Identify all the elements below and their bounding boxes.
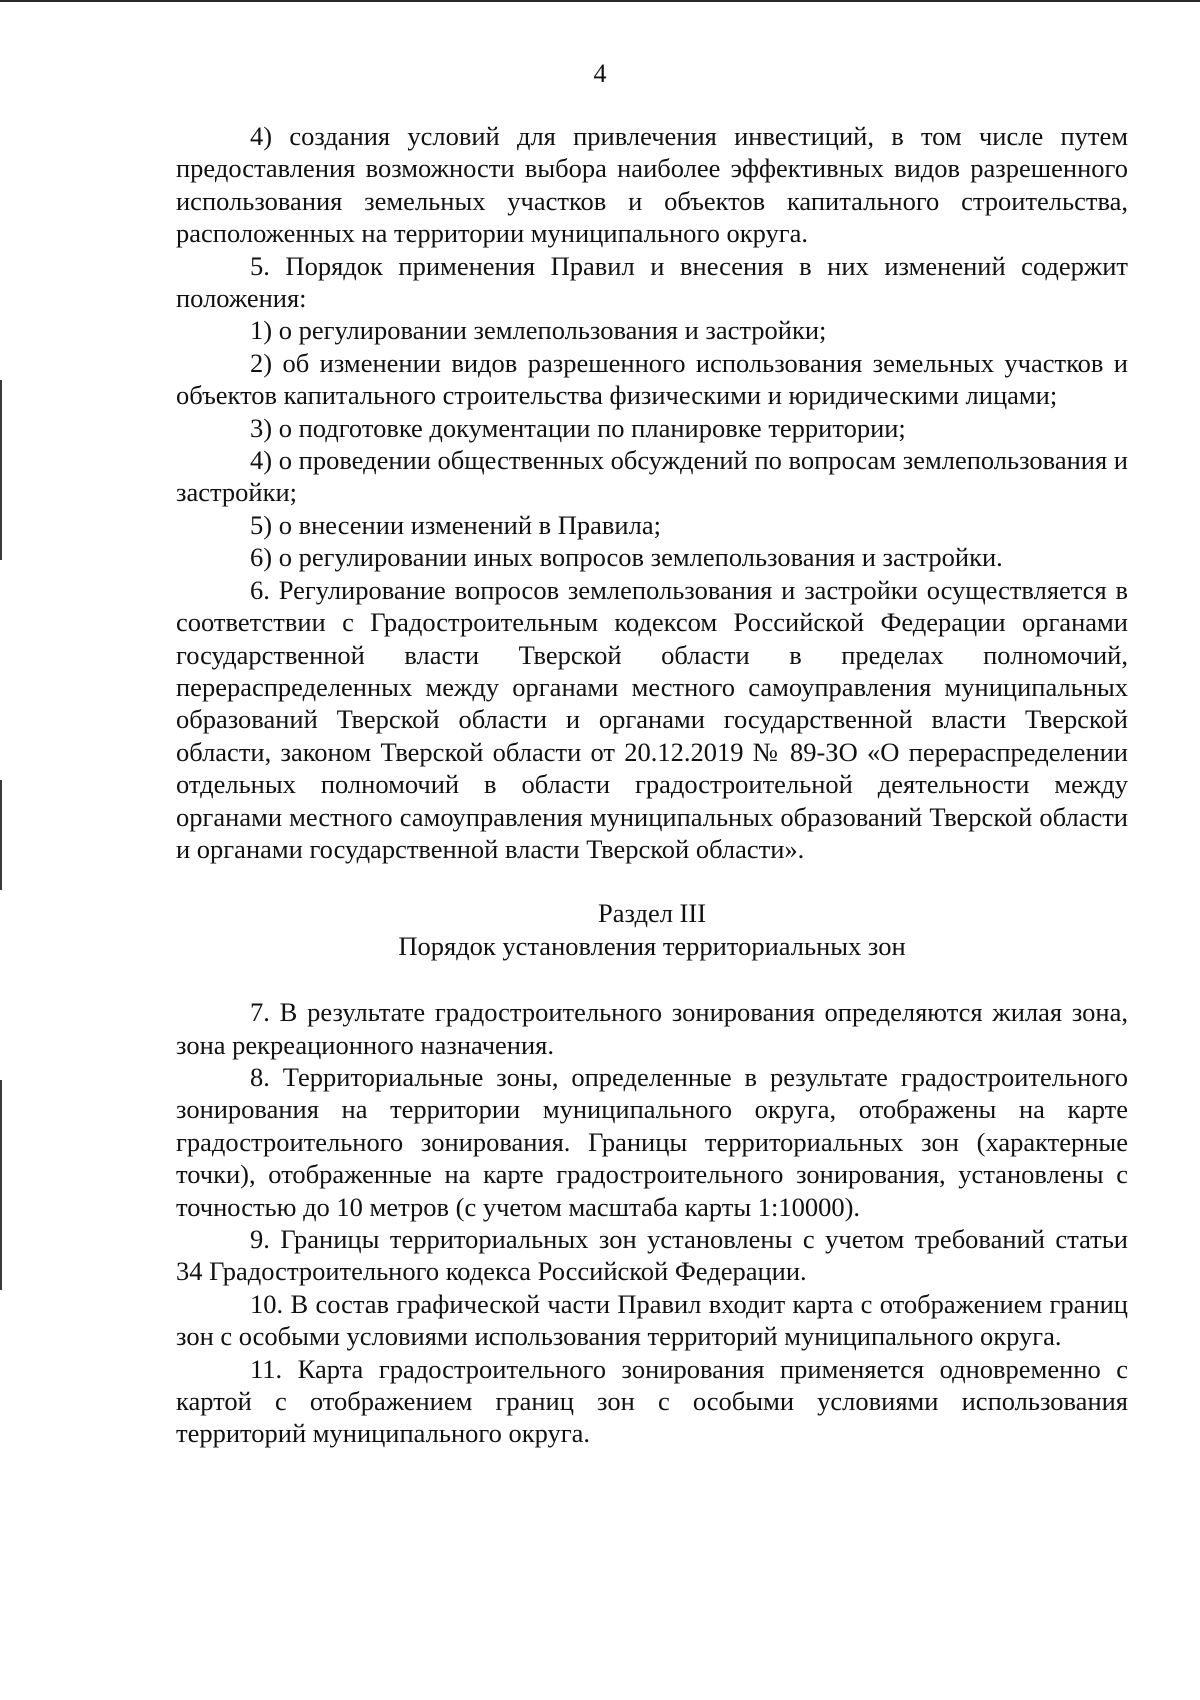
paragraph: 4) создания условий для привлечения инвестиций, в том числе путем предоставления возможности выбора наиболее эффективных видов разрешенного использования земельных участков и объектов капитального строительства, расположенных на территории муниципального округа. xyxy=(176,121,1128,249)
list-item: 3) о подготовке документации по планировке территории; xyxy=(250,412,906,443)
list-item: 6) о регулировании иных вопросов землепользования и застройки. xyxy=(250,542,1003,573)
paragraph: 7. В результате градостроительного зонирования определяются жилая зона, зона рекреационного назначения. xyxy=(176,997,1128,1060)
list-item: 1) о регулировании землепользования и застройки; xyxy=(250,315,827,346)
list-item: 4) о проведении общественных обсуждений по вопросам землепользования и застройки; xyxy=(176,445,1128,508)
paragraph: 10. В состав графической части Правил входит карта с отображением границ зон с особыми условиями использования территорий муниципального округа. xyxy=(176,1288,1128,1352)
paragraph: 5. Порядок применения Правил и внесения в них изменений содержит положения: xyxy=(176,250,1128,314)
list-item: 2) об изменении видов разрешенного использования земельных участков и объектов капитального строительства физическими и юридическими лицами; xyxy=(176,347,1128,411)
paragraph: 8. Территориальные зоны, определенные в результате градостроительного зонирования на территории муниципального округа, отображены на карте градостроительного зонирования. Границы территориальных зон (характерные точки), отображенные на карте градостроительного зонирования, установлены с точностью до 10 метров (с учетом масштаба карты 1:10000). xyxy=(176,1061,1128,1222)
section-heading xyxy=(176,897,1128,962)
paragraph: 6. Регулирование вопросов землепользования и застройки осуществляется в соответствии с Градостроительным кодексом Российской Федерации органами государственной власти Тверской области в пределах полномочий, перераспределенных между органами местного самоуправления муниципальных образований Тверской области и органами государственной власти Тверской области, законом Тверской области от 20.12.2019 № 89-ЗО «О перераспределении отдельных полномочий в области градостроительной деятельности между органами местного самоуправления муниципальных образований Тверской области и органами государственной власти Тверской области». xyxy=(176,574,1128,864)
page-number: 4 xyxy=(593,59,607,88)
scan-edge-left xyxy=(0,380,2,560)
scan-edge-left xyxy=(0,780,2,890)
section-title: Раздел III xyxy=(597,898,707,929)
scan-edge-left xyxy=(0,1080,2,1290)
scan-edge-top xyxy=(0,0,1200,2)
paragraph: 11. Карта градостроительного зонирования применяется одновременно с картой с отображением границ зон с особыми условиями использования территорий муниципального округа. xyxy=(176,1353,1128,1449)
document-body xyxy=(176,120,1128,1450)
list-item: 5) о внесении изменений в Правила; xyxy=(250,509,661,540)
paragraph: 9. Границы территориальных зон установлены с учетом требований статьи 34 Градостроительного кодекса Российской Федерации. xyxy=(176,1224,1128,1287)
section-subtitle: Порядок установления территориальных зон xyxy=(398,930,906,961)
